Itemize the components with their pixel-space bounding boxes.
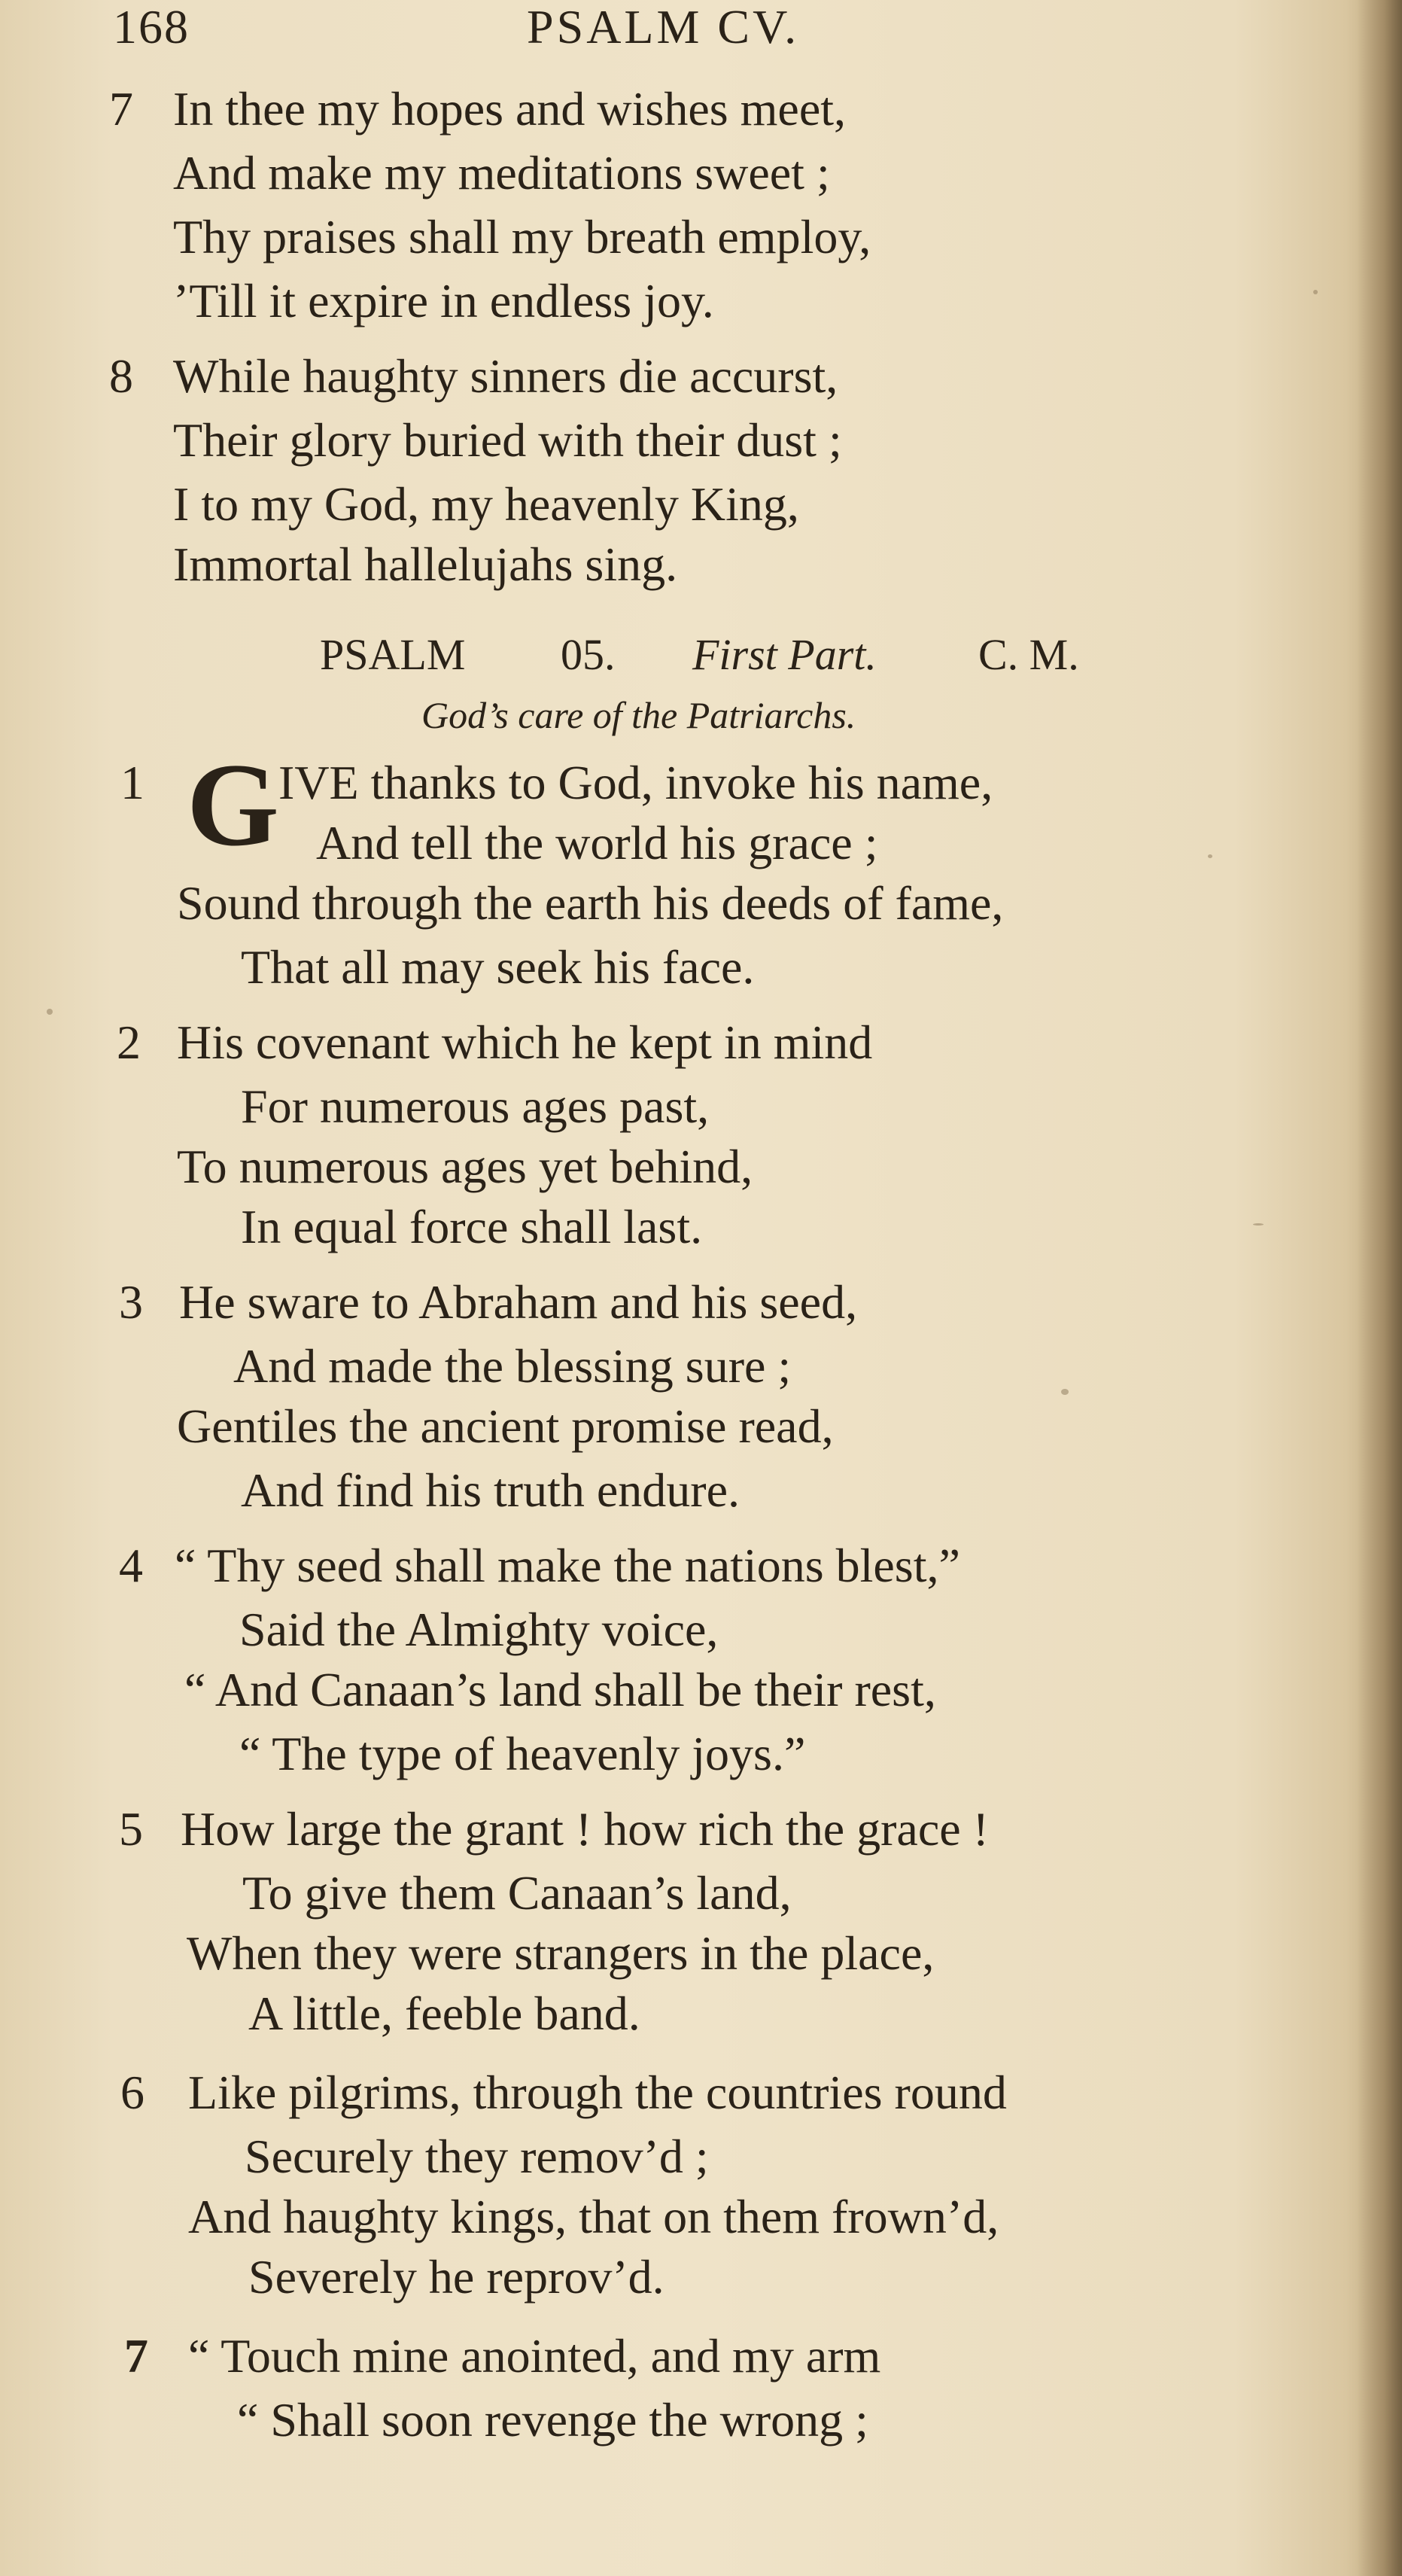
verse-line: To numerous ages yet behind, (177, 1140, 753, 1193)
verse-line: Said the Almighty voice, (239, 1603, 719, 1656)
verse-line: “ Thy seed shall make the nations blest,” (175, 1539, 960, 1592)
verse-line: “ The type of heavenly joys.” (239, 1727, 806, 1780)
verse-line: Like pilgrims, through the countries round (188, 2066, 1007, 2119)
verse-line: And tell the world his grace ; (316, 816, 878, 869)
psalm-number: 05. (561, 630, 616, 679)
verse-line: And haughty kings, that on them frown’d, (188, 2190, 999, 2243)
verse-line: ’Till it expire in endless joy. (173, 274, 714, 327)
verse-line: That all may seek his face. (241, 940, 755, 994)
paper-speck (1313, 290, 1318, 294)
verse-number: 5 (119, 1802, 143, 1856)
verse-line: While haughty sinners die accurst, (173, 349, 838, 403)
psalm-part: First Part. (692, 630, 877, 679)
verse-line: How large the grant ! how rich the grace ! (181, 1802, 989, 1856)
verse-line: In thee my hopes and wishes meet, (173, 82, 846, 135)
page-gutter-shadow (1357, 0, 1402, 2576)
page-number: 168 (113, 0, 190, 53)
verse-line: He sware to Abraham and his seed, (179, 1275, 858, 1329)
verse-line: Sound through the earth his deeds of fame, (177, 876, 1004, 930)
psalm-label: PSALM (320, 630, 466, 679)
verse-line: To give them Canaan’s land, (242, 1866, 792, 1920)
paper-speck (1061, 1389, 1069, 1395)
verse-number: 8 (109, 349, 133, 403)
paper-speck (1253, 1223, 1264, 1226)
verse-number: 1 (120, 756, 144, 809)
verse-line: “ And Canaan’s land shall be their rest, (184, 1663, 936, 1716)
psalm-subtitle: God’s care of the Patriarchs. (421, 694, 856, 736)
verse-line: And make my meditations sweet ; (173, 146, 830, 199)
verse-number: 2 (117, 1015, 141, 1069)
verse-number: 4 (119, 1539, 143, 1592)
verse-number: 7 (124, 2329, 148, 2383)
verse-line: Immortal hallelujahs sing. (173, 537, 678, 591)
verse-number: 7 (109, 82, 133, 135)
verse-line: For numerous ages past, (241, 1079, 710, 1133)
psalm-meter: C. M. (978, 630, 1079, 679)
verse-line: Securely they remov’d ; (245, 2130, 709, 2183)
verse-line: And find his truth endure. (241, 1463, 740, 1517)
drop-cap: G (187, 739, 279, 871)
verse-line: “ Touch mine anointed, and my arm (188, 2329, 881, 2383)
verse-number: 3 (119, 1275, 143, 1329)
verse-number: 6 (120, 2066, 144, 2119)
verse-line: Severely he reprov’d. (248, 2250, 665, 2303)
verse-line: Their glory buried with their dust ; (173, 413, 842, 467)
paper-speck (1208, 854, 1212, 858)
paper-speck (47, 1009, 53, 1015)
psalm-heading (0, 625, 1402, 685)
verse-line: A little, feeble band. (248, 1987, 640, 2040)
verse-line: In equal force shall last. (241, 1200, 703, 1253)
verse-line: Gentiles the ancient promise read, (177, 1399, 834, 1453)
verse-line: When they were strangers in the place, (187, 1926, 935, 1980)
verse-line: And made the blessing sure ; (233, 1339, 792, 1393)
verse-line: Thy praises shall my breath employ, (173, 210, 871, 263)
verse-line: IVE thanks to God, invoke his name, (278, 756, 993, 809)
verse-line: I to my God, my heavenly King, (173, 477, 799, 531)
running-head (0, 0, 1355, 60)
running-title: PSALM CV. (527, 0, 800, 53)
verse-line: His covenant which he kept in mind (177, 1015, 873, 1069)
verse-line: “ Shall soon revenge the wrong ; (237, 2393, 868, 2447)
